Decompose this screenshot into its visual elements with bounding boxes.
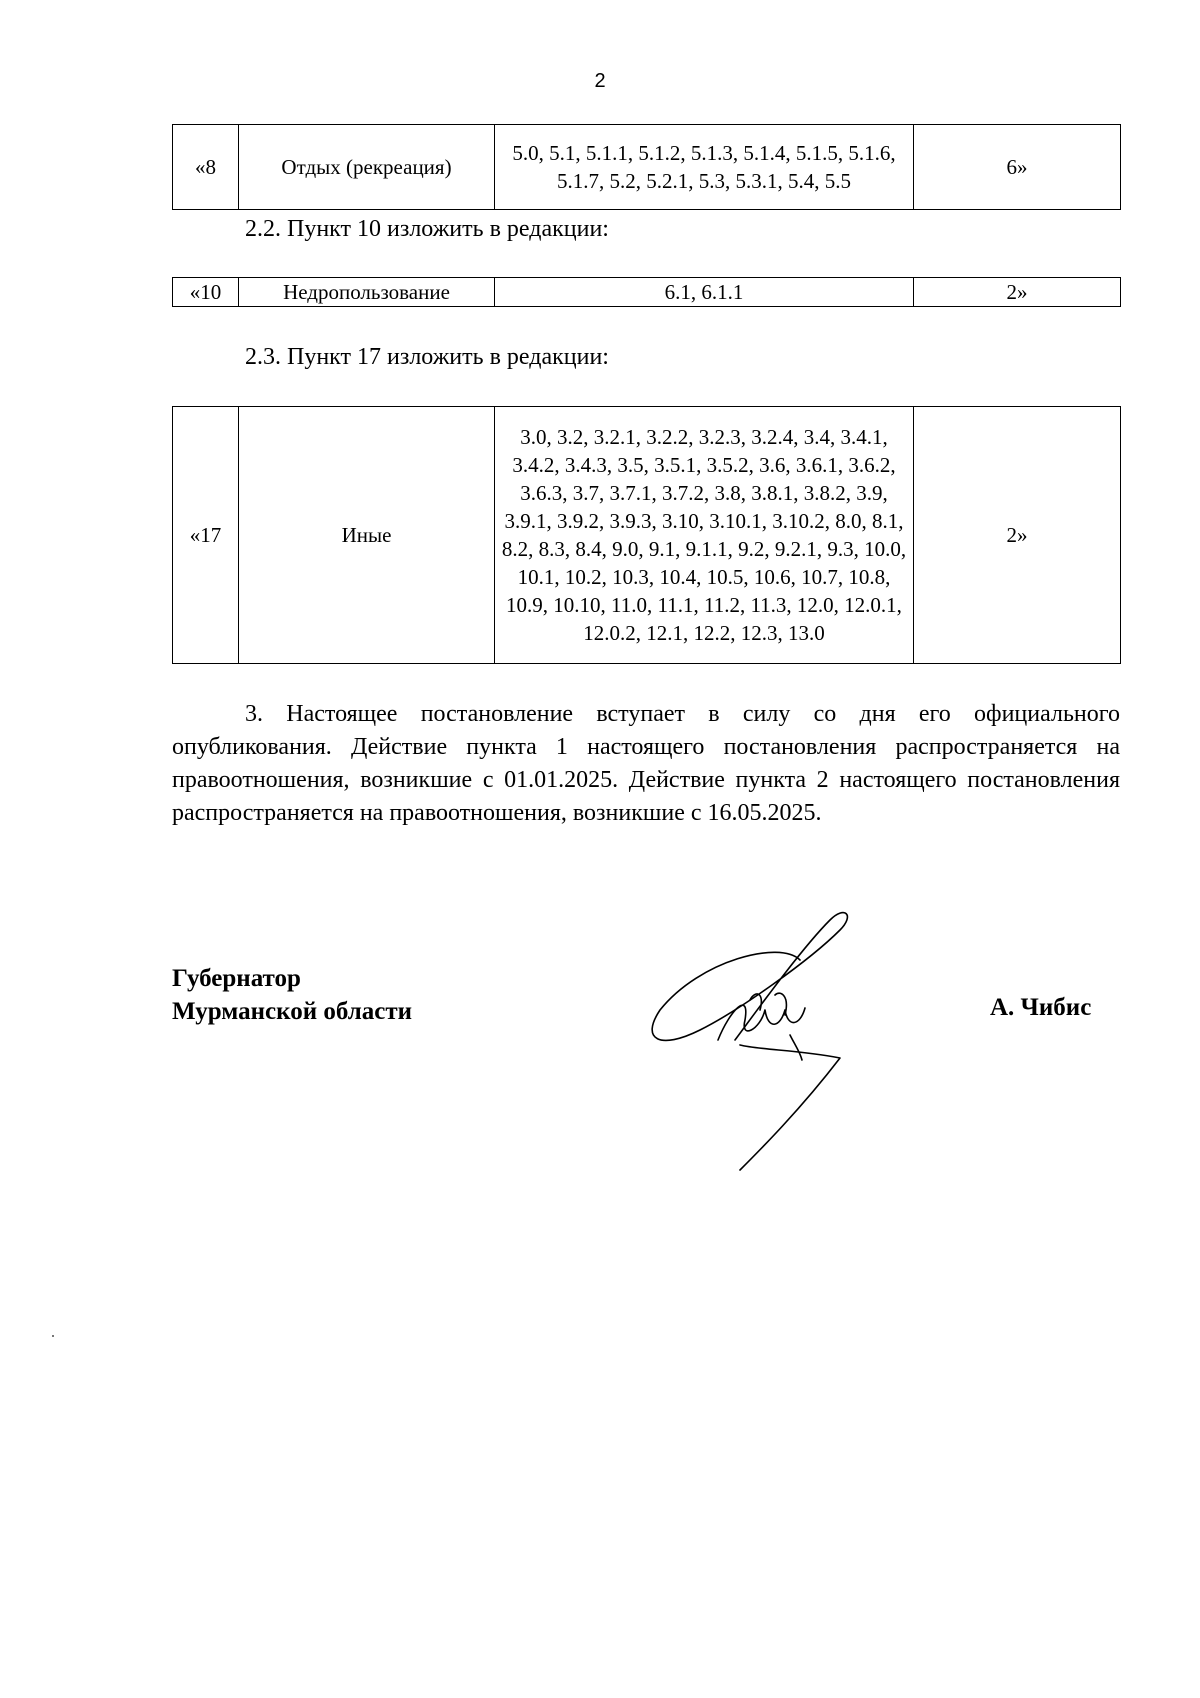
table-row <box>173 407 1121 664</box>
table-item-10 <box>172 277 1121 307</box>
cell-number: «17 <box>173 407 239 664</box>
handwritten-signature <box>640 900 900 1180</box>
scan-speck <box>52 1335 54 1337</box>
table-item-8 <box>172 124 1121 210</box>
table-row <box>173 278 1121 307</box>
cell-value: 6» <box>914 125 1121 210</box>
signatory-title <box>172 962 412 1028</box>
cell-type: Недропользование <box>239 278 495 307</box>
heading-2-2: 2.2. Пункт 10 изложить в редакции: <box>245 216 609 242</box>
signatory-name: А. Чибис <box>990 994 1092 1021</box>
table-row <box>173 125 1121 210</box>
page-number: 2 <box>594 70 606 92</box>
heading-2-3: 2.3. Пункт 17 изложить в редакции: <box>245 344 609 370</box>
signatory-title-line-2: Мурманской области <box>172 998 413 1025</box>
cell-codes: 3.0, 3.2, 3.2.1, 3.2.2, 3.2.3, 3.2.4, 3.4, 3.4.1, 3.4.2, 3.4.3, 3.5, 3.5.1, 3.5.2, 3.6, 3.6.1, 3.6.2, 3.6.3, 3.7, 3.7.1, 3.7.2, 3.8, 3.8.1, 3.8.2, 3.9, 3.9.1, 3.9.2, 3.9.3, 3.10, 3.10.1, 3.10.2, 8.0, 8.1, 8.2, 8.3, 8.4, 9.0, 9.1, 9.1.1, 9.2, 9.2.1, 9.3, 10.0, 10.1, 10.2, 10.3, 10.4, 10.5, 10.6, 10.7, 10.8, 10.9, 10.10, 11.0, 11.1, 11.2, 11.3, 12.0, 12.0.1, 12.0.2, 12.1, 12.2, 12.3, 13.0 <box>495 407 914 664</box>
paragraph-3: 3. Настоящее постановление вступает в силу со дня его официального опубликования. Действие пункта 1 настоящего постановления распространяется на правоотношения, возникшие с 01.01.2025. Действие пункта 2 настоящего постановления распространяется на правоотношения, возникшие с 16.05.2025. <box>172 701 1120 826</box>
cell-number: «8 <box>173 125 239 210</box>
cell-value: 2» <box>914 278 1121 307</box>
cell-codes: 5.0, 5.1, 5.1.1, 5.1.2, 5.1.3, 5.1.4, 5.1.5, 5.1.6, 5.1.7, 5.2, 5.2.1, 5.3, 5.3.1, 5.4, 5.5 <box>495 125 914 210</box>
cell-codes: 6.1, 6.1.1 <box>495 278 914 307</box>
signatory-title-line-1: Губернатор <box>172 965 301 992</box>
table-item-17 <box>172 406 1121 664</box>
cell-number: «10 <box>173 278 239 307</box>
cell-value: 2» <box>914 407 1121 664</box>
cell-type: Иные <box>239 407 495 664</box>
cell-type: Отдых (рекреация) <box>239 125 495 210</box>
